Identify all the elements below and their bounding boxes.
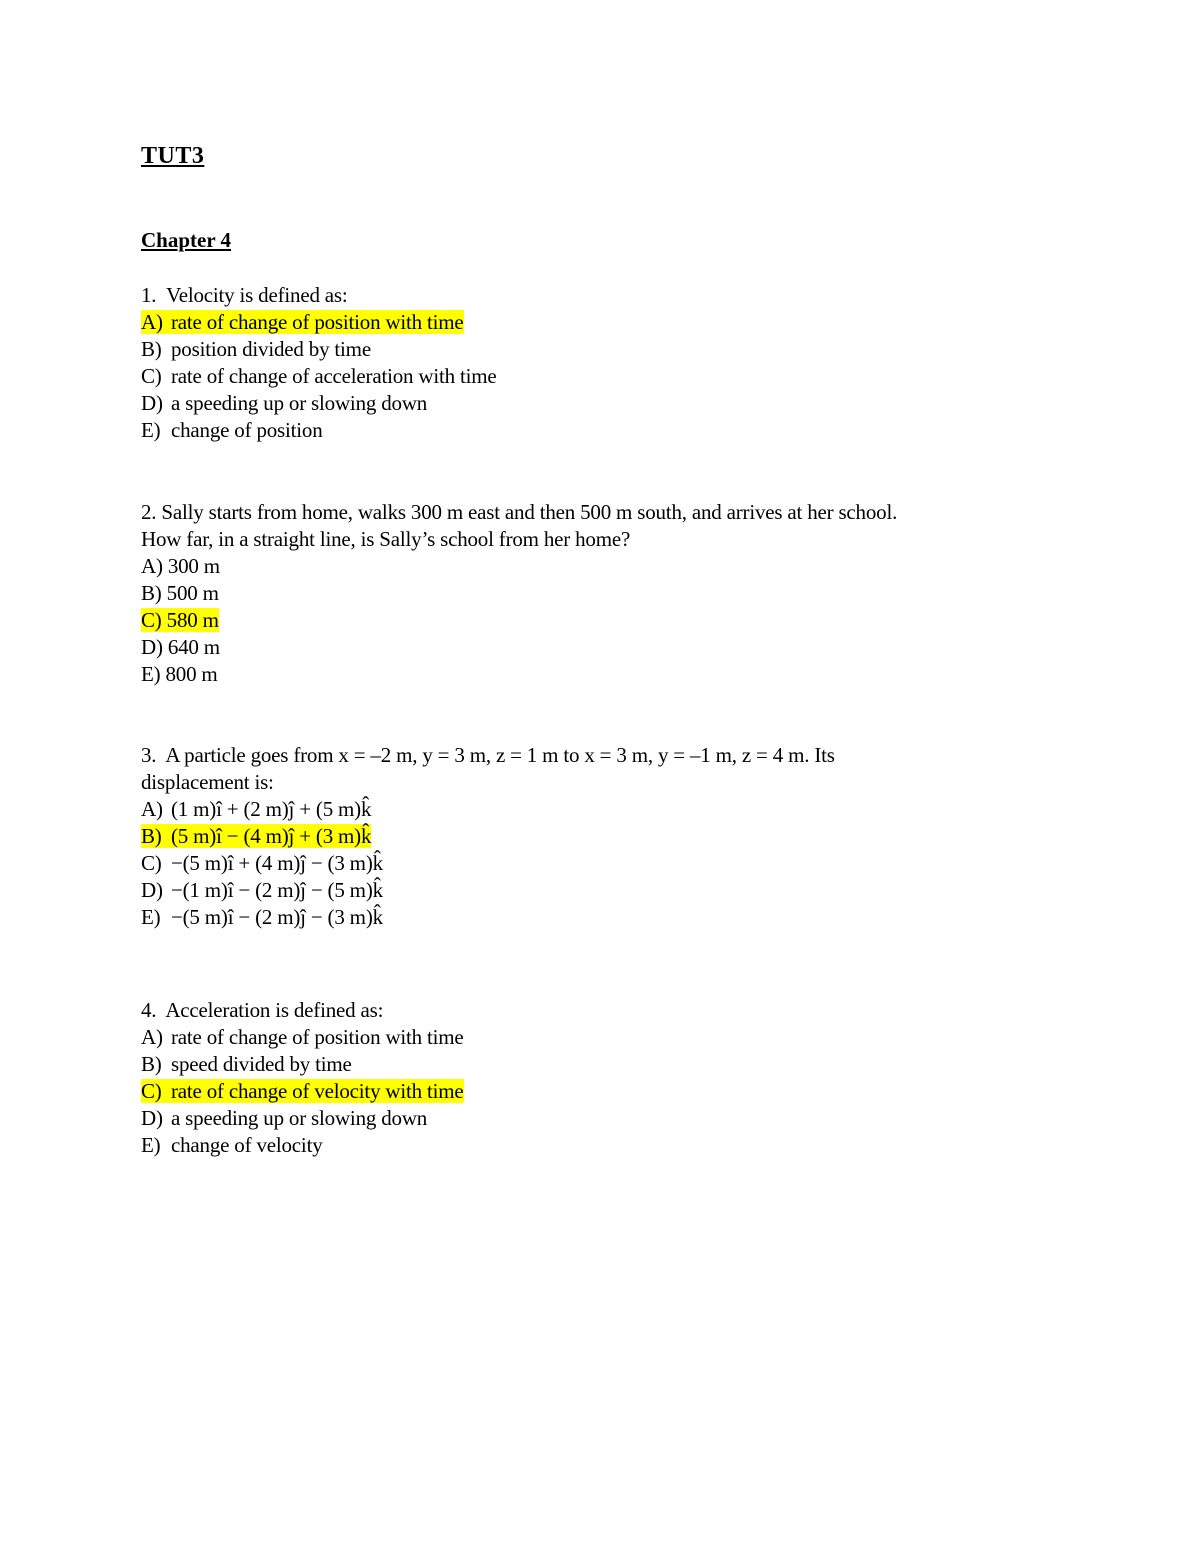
option-c: C) 580 m <box>141 608 219 632</box>
option-b: B) speed divided by time <box>141 1052 352 1076</box>
option-a: A) rate of change of position with time <box>141 1025 464 1049</box>
option-e: E) −(5 m)î − (2 m)ĵ − (3 m)k̂ <box>141 905 383 929</box>
option-c: C) −(5 m)î + (4 m)ĵ − (3 m)k̂ <box>141 851 383 875</box>
option-e: E) change of position <box>141 418 323 442</box>
question-stem: 1. Velocity is defined as: <box>141 283 348 307</box>
option-a: A) rate of change of position with time <box>141 310 464 334</box>
question-4 <box>141 997 1041 1159</box>
question-stem-line2: How far, in a straight line, is Sally’s school from her home? <box>141 527 631 551</box>
question-stem: 3. A particle goes from x = –2 m, y = 3 m, z = 1 m to x = 3 m, y = –1 m, z = 4 m. Its <box>141 743 835 767</box>
option-d: D) −(1 m)î − (2 m)ĵ − (5 m)k̂ <box>141 878 383 902</box>
option-a: A) 300 m <box>141 554 220 578</box>
option-c: C) rate of change of acceleration with time <box>141 364 497 388</box>
option-d: D) a speeding up or slowing down <box>141 391 428 415</box>
option-b: B) (5 m)î − (4 m)ĵ + (3 m)k̂ <box>141 824 372 848</box>
document-title: TUT3 <box>141 143 205 169</box>
option-e: E) 800 m <box>141 662 218 686</box>
option-d: D) 640 m <box>141 635 220 659</box>
option-c: C) rate of change of velocity with time <box>141 1079 464 1103</box>
question-stem: 4. Acceleration is defined as: <box>141 998 384 1022</box>
question-2 <box>141 499 1041 688</box>
question-stem-line2: displacement is: <box>141 770 274 794</box>
chapter-heading: Chapter 4 <box>141 228 232 252</box>
option-a: A) (1 m)î + (2 m)ĵ + (5 m)k̂ <box>141 797 372 821</box>
question-stem: 2. Sally starts from home, walks 300 m east and then 500 m south, and arrives at her school. <box>141 500 898 524</box>
option-e: E) change of velocity <box>141 1133 323 1157</box>
question-1 <box>141 282 1041 444</box>
option-b: B) 500 m <box>141 581 219 605</box>
question-3 <box>141 742 1041 931</box>
option-d: D) a speeding up or slowing down <box>141 1106 428 1130</box>
option-b: B) position divided by time <box>141 337 371 361</box>
